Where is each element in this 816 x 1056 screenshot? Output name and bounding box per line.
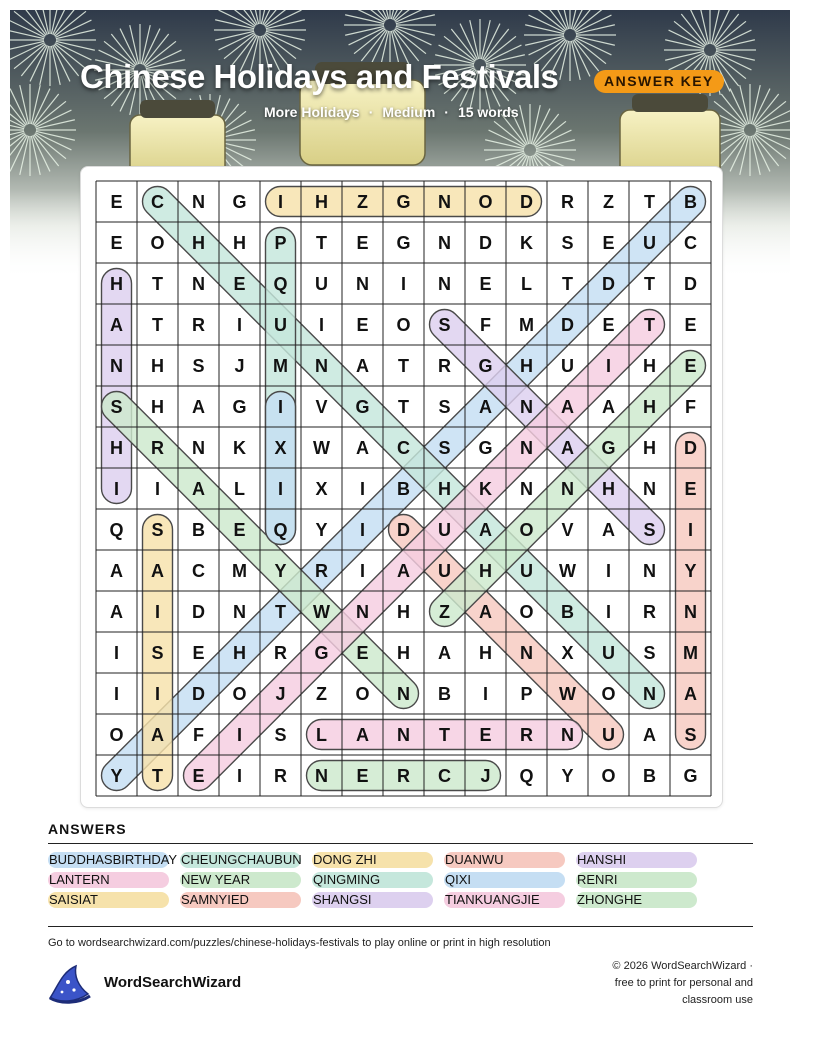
- grid-letter: E: [356, 643, 369, 663]
- grid-letter: S: [438, 397, 451, 417]
- grid-letter: L: [316, 725, 327, 745]
- grid-letter: R: [274, 766, 287, 786]
- grid-letter: A: [110, 602, 123, 622]
- grid-letter: U: [438, 520, 451, 540]
- grid-letter: S: [151, 643, 164, 663]
- grid-letter: E: [684, 479, 697, 499]
- grid-letter: H: [397, 602, 410, 622]
- grid-letter: A: [356, 356, 369, 376]
- grid-letter: O: [396, 315, 411, 335]
- copyright-line: classroom use: [682, 994, 753, 1006]
- answer-word: TIANKUANGJIE: [444, 892, 565, 908]
- answer-word: SAMNYIED: [180, 892, 301, 908]
- grid-letter: G: [396, 192, 411, 212]
- grid-letter: I: [605, 602, 612, 622]
- grid-letter: G: [314, 643, 329, 663]
- grid-letter: Y: [684, 561, 697, 581]
- grid-letter: B: [438, 684, 451, 704]
- grid-letter: T: [562, 274, 573, 294]
- grid-letter: E: [110, 192, 123, 212]
- grid-letter: A: [479, 602, 492, 622]
- grid-letter: G: [232, 192, 247, 212]
- grid-letter: A: [356, 438, 369, 458]
- puzzle-title: Chinese Holidays and Festivals: [80, 58, 559, 95]
- grid-letter: S: [110, 397, 123, 417]
- grid-letter: Q: [273, 520, 288, 540]
- grid-letter: X: [274, 438, 287, 458]
- grid-letter: I: [236, 315, 243, 335]
- grid-letter: I: [277, 192, 284, 212]
- grid-letter: Y: [315, 520, 328, 540]
- grid-letter: H: [602, 479, 615, 499]
- grid-letter: D: [479, 233, 492, 253]
- grid-letter: D: [520, 192, 533, 212]
- grid-letter: W: [313, 438, 330, 458]
- grid-letter: C: [397, 438, 410, 458]
- grid-letter: Z: [357, 192, 368, 212]
- grid-letter: Q: [109, 520, 124, 540]
- grid-letter: S: [643, 643, 656, 663]
- grid-letter: I: [359, 520, 366, 540]
- grid-letter: J: [480, 766, 491, 786]
- grid-letter: Q: [273, 274, 288, 294]
- grid-letter: G: [601, 438, 616, 458]
- grid-letter: N: [643, 479, 656, 499]
- grid-letter: A: [479, 397, 492, 417]
- grid-letter: F: [193, 725, 204, 745]
- answer-word: NEW YEAR: [180, 872, 301, 888]
- grid-letter: B: [684, 192, 697, 212]
- grid-letter: Y: [110, 766, 123, 786]
- grid-letter: N: [520, 397, 533, 417]
- grid-letter: G: [355, 397, 370, 417]
- grid-letter: I: [482, 684, 489, 704]
- grid-letter: I: [154, 479, 161, 499]
- grid-letter: S: [438, 438, 451, 458]
- grid-letter: X: [561, 643, 574, 663]
- grid-letter: S: [684, 725, 697, 745]
- separator-dot: ·: [444, 104, 449, 120]
- answer-word: SAISIAT: [48, 892, 169, 908]
- grid-letter: N: [315, 766, 328, 786]
- word-count-label: 15 words: [457, 104, 519, 120]
- grid-letter: N: [520, 438, 533, 458]
- grid-letter: E: [192, 643, 205, 663]
- grid-letter: N: [192, 274, 205, 294]
- grid-letter: M: [232, 561, 247, 581]
- grid-letter: A: [479, 520, 492, 540]
- grid-letter: I: [687, 520, 694, 540]
- grid-letter: M: [683, 643, 698, 663]
- grid-letter: A: [192, 397, 205, 417]
- copyright-line: free to print for personal and: [614, 977, 753, 989]
- answer-word: DUANWU: [444, 852, 565, 868]
- grid-letter: H: [479, 561, 492, 581]
- grid-letter: I: [400, 274, 407, 294]
- grid-letter: M: [519, 315, 534, 335]
- letters-layer: [109, 192, 698, 786]
- divider: [48, 843, 753, 844]
- grid-letter: H: [110, 438, 123, 458]
- grid-letter: Z: [439, 602, 450, 622]
- category-label: More Holidays: [264, 104, 360, 120]
- grid-letter: G: [683, 766, 698, 786]
- grid-letter: D: [192, 684, 205, 704]
- grid-letter: I: [359, 479, 366, 499]
- grid-letter: S: [438, 315, 451, 335]
- answers-heading: ANSWERS: [48, 821, 127, 837]
- footer-url-text: Go to wordsearchwizard.com/puzzles/chinese-holidays-festivals to play online or print in high resolution: [48, 937, 551, 949]
- grid-letter: I: [277, 397, 284, 417]
- grid-letter: N: [356, 274, 369, 294]
- grid-letter: O: [601, 684, 616, 704]
- grid-letter: T: [644, 192, 655, 212]
- grid-letter: I: [605, 356, 612, 376]
- grid-letter: R: [151, 438, 164, 458]
- grid-letter: J: [234, 356, 245, 376]
- answer-word: SHANGSI: [312, 892, 433, 908]
- grid-letter: O: [355, 684, 370, 704]
- grid-letter: N: [110, 356, 123, 376]
- grid-letter: B: [192, 520, 205, 540]
- grid-letter: H: [520, 356, 533, 376]
- grid-letter: N: [438, 274, 451, 294]
- grid-letter: I: [113, 479, 120, 499]
- grid-letter: W: [559, 561, 576, 581]
- grid-letter: I: [154, 684, 161, 704]
- grid-letter: Z: [603, 192, 614, 212]
- grid-letter: G: [478, 356, 493, 376]
- grid-letter: S: [151, 520, 164, 540]
- grid-letter: O: [601, 766, 616, 786]
- grid-letter: U: [561, 356, 574, 376]
- grid-letter: A: [561, 397, 574, 417]
- grid-letter: E: [602, 315, 615, 335]
- grid-letter: H: [110, 274, 123, 294]
- grid-letter: E: [602, 233, 615, 253]
- answer-word: RENRI: [576, 872, 697, 888]
- grid-letter: R: [274, 643, 287, 663]
- grid-letter: R: [438, 356, 451, 376]
- grid-letter: B: [397, 479, 410, 499]
- grid-letter: S: [274, 725, 287, 745]
- answer-word: DONG ZHI: [312, 852, 433, 868]
- difficulty-label: Medium: [382, 104, 436, 120]
- grid-letter: R: [520, 725, 533, 745]
- grid-letter: N: [643, 684, 656, 704]
- grid-letter: H: [233, 233, 246, 253]
- grid-letter: T: [398, 356, 409, 376]
- grid-letter: H: [151, 356, 164, 376]
- grid-letter: E: [192, 766, 205, 786]
- grid-letter: F: [480, 315, 491, 335]
- grid-letter: D: [397, 520, 410, 540]
- copyright-line: © 2026 WordSearchWizard ·: [612, 960, 753, 972]
- grid-letter: A: [643, 725, 656, 745]
- grid-letter: N: [397, 725, 410, 745]
- grid-letter: N: [315, 356, 328, 376]
- grid-letter: I: [318, 315, 325, 335]
- grid-letter: P: [520, 684, 533, 704]
- grid-letter: R: [643, 602, 656, 622]
- grid-letter: O: [109, 725, 124, 745]
- grid-letter: T: [152, 315, 163, 335]
- grid-letter: N: [397, 684, 410, 704]
- grid-letter: O: [150, 233, 165, 253]
- grid-letter: H: [315, 192, 328, 212]
- grid-letter: D: [192, 602, 205, 622]
- grid-letter: E: [233, 520, 246, 540]
- grid-letter: R: [561, 192, 574, 212]
- grid-letter: L: [521, 274, 532, 294]
- grid-letter: K: [233, 438, 246, 458]
- answer-key-badge: ANSWER KEY: [594, 70, 724, 93]
- grid-letter: A: [561, 438, 574, 458]
- grid-letter: V: [315, 397, 328, 417]
- grid-letter: T: [644, 274, 655, 294]
- grid-letter: C: [192, 561, 205, 581]
- grid-letter: E: [233, 274, 246, 294]
- grid-letter: K: [520, 233, 533, 253]
- grid-letter: A: [192, 479, 205, 499]
- grid-letter: E: [110, 233, 123, 253]
- grid-letter: E: [479, 274, 492, 294]
- grid-letter: N: [192, 192, 205, 212]
- grid-letter: H: [233, 643, 246, 663]
- grid-letter: O: [519, 602, 534, 622]
- grid-letter: T: [644, 315, 655, 335]
- copyright-notice: [553, 958, 753, 1009]
- grid-letter: F: [685, 397, 696, 417]
- grid-letter: Z: [316, 684, 327, 704]
- grid-letter: N: [233, 602, 246, 622]
- grid-letter: B: [643, 766, 656, 786]
- grid-letter: D: [684, 438, 697, 458]
- grid-letter: G: [478, 438, 493, 458]
- grid-letter: I: [277, 479, 284, 499]
- grid-letter: A: [602, 397, 615, 417]
- grid-letter: I: [236, 725, 243, 745]
- word-search-grid: [81, 167, 722, 807]
- grid-letter: H: [151, 397, 164, 417]
- grid-letter: H: [643, 397, 656, 417]
- grid-letter: N: [643, 561, 656, 581]
- grid-letter: H: [643, 438, 656, 458]
- grid-letter: A: [110, 315, 123, 335]
- grid-letter: T: [152, 766, 163, 786]
- grid-letter: A: [397, 561, 410, 581]
- grid-letter: A: [438, 643, 451, 663]
- answer-word: HANSHI: [576, 852, 697, 868]
- grid-letter: U: [438, 561, 451, 581]
- grid-letter: C: [684, 233, 697, 253]
- answer-word: QINGMING: [312, 872, 433, 888]
- grid-letter: H: [479, 643, 492, 663]
- grid-letter: N: [561, 725, 574, 745]
- grid-letter: L: [234, 479, 245, 499]
- grid-letter: H: [192, 233, 205, 253]
- grid-letter: A: [151, 725, 164, 745]
- grid-letter: I: [154, 602, 161, 622]
- grid-letter: W: [313, 602, 330, 622]
- grid-letter: E: [356, 766, 369, 786]
- grid-letter: H: [643, 356, 656, 376]
- grid-letter: N: [684, 602, 697, 622]
- grid-letter: E: [356, 233, 369, 253]
- wizard-hat-logo: [46, 962, 94, 1011]
- grid-letter: T: [275, 602, 286, 622]
- grid-letter: S: [643, 520, 656, 540]
- grid-letter: O: [519, 520, 534, 540]
- answer-word: LANTERN: [48, 872, 169, 888]
- answer-word: BUDDHASBIRTHDAY: [49, 852, 178, 867]
- answer-word: CHEUNGCHAUBUN: [181, 852, 302, 867]
- grid-letter: A: [602, 520, 615, 540]
- grid-letter: Y: [561, 766, 574, 786]
- grid-letter: N: [438, 192, 451, 212]
- grid-letter: G: [396, 233, 411, 253]
- grid-letter: N: [520, 479, 533, 499]
- grid-letter: S: [561, 233, 574, 253]
- grid-letter: A: [356, 725, 369, 745]
- grid-letter: C: [151, 192, 164, 212]
- grid-letter: U: [602, 643, 615, 663]
- grid-letter: C: [438, 766, 451, 786]
- grid-letter: O: [478, 192, 493, 212]
- grid-letter: E: [479, 725, 492, 745]
- brand-name: WordSearchWizard: [104, 974, 242, 991]
- grid-letter: U: [315, 274, 328, 294]
- grid-letter: N: [438, 233, 451, 253]
- grid-letter: N: [356, 602, 369, 622]
- grid-letter: D: [602, 274, 615, 294]
- grid-letter: E: [684, 356, 697, 376]
- grid-letter: N: [561, 479, 574, 499]
- grid-letter: Y: [274, 561, 287, 581]
- grid-letter: H: [438, 479, 451, 499]
- grid-letter: R: [192, 315, 205, 335]
- grid-letter: G: [232, 397, 247, 417]
- puzzle-card: [80, 166, 723, 808]
- grid-letter: I: [113, 643, 120, 663]
- grid-letter: O: [232, 684, 247, 704]
- grid-letter: U: [274, 315, 287, 335]
- grid-letter: X: [315, 479, 328, 499]
- grid-letter: T: [152, 274, 163, 294]
- grid-letter: Q: [519, 766, 534, 786]
- grid-letter: D: [684, 274, 697, 294]
- grid-letter: A: [684, 684, 697, 704]
- grid-letter: J: [275, 684, 286, 704]
- grid-letter: M: [273, 356, 288, 376]
- grid-letter: I: [605, 561, 612, 581]
- grid-letter: N: [192, 438, 205, 458]
- grid-letter: W: [559, 684, 576, 704]
- grid-letter: R: [397, 766, 410, 786]
- grid-letter: U: [520, 561, 533, 581]
- grid-letter: K: [479, 479, 492, 499]
- grid-letter: T: [398, 397, 409, 417]
- grid-letter: E: [356, 315, 369, 335]
- separator-dot: ·: [368, 104, 374, 120]
- grid-letter: A: [151, 561, 164, 581]
- grid-letter: E: [684, 315, 697, 335]
- grid-letter: I: [359, 561, 366, 581]
- grid-letter: P: [274, 233, 287, 253]
- grid-letter: I: [113, 684, 120, 704]
- divider: [48, 926, 753, 927]
- grid-letter: T: [439, 725, 450, 745]
- grid-letter: N: [520, 643, 533, 663]
- grid-letter: U: [643, 233, 656, 253]
- grid-letter: V: [561, 520, 574, 540]
- answer-word: QIXI: [444, 872, 565, 888]
- grid-letter: H: [397, 643, 410, 663]
- answer-word: ZHONGHE: [576, 892, 697, 908]
- grid-letter: D: [561, 315, 574, 335]
- grid-letter: B: [561, 602, 574, 622]
- grid-letter: R: [315, 561, 328, 581]
- grid-letter: U: [602, 725, 615, 745]
- puzzle-meta: [264, 104, 519, 120]
- grid-letter: S: [192, 356, 205, 376]
- grid-letter: T: [316, 233, 327, 253]
- grid-letter: I: [236, 766, 243, 786]
- grid-letter: A: [110, 561, 123, 581]
